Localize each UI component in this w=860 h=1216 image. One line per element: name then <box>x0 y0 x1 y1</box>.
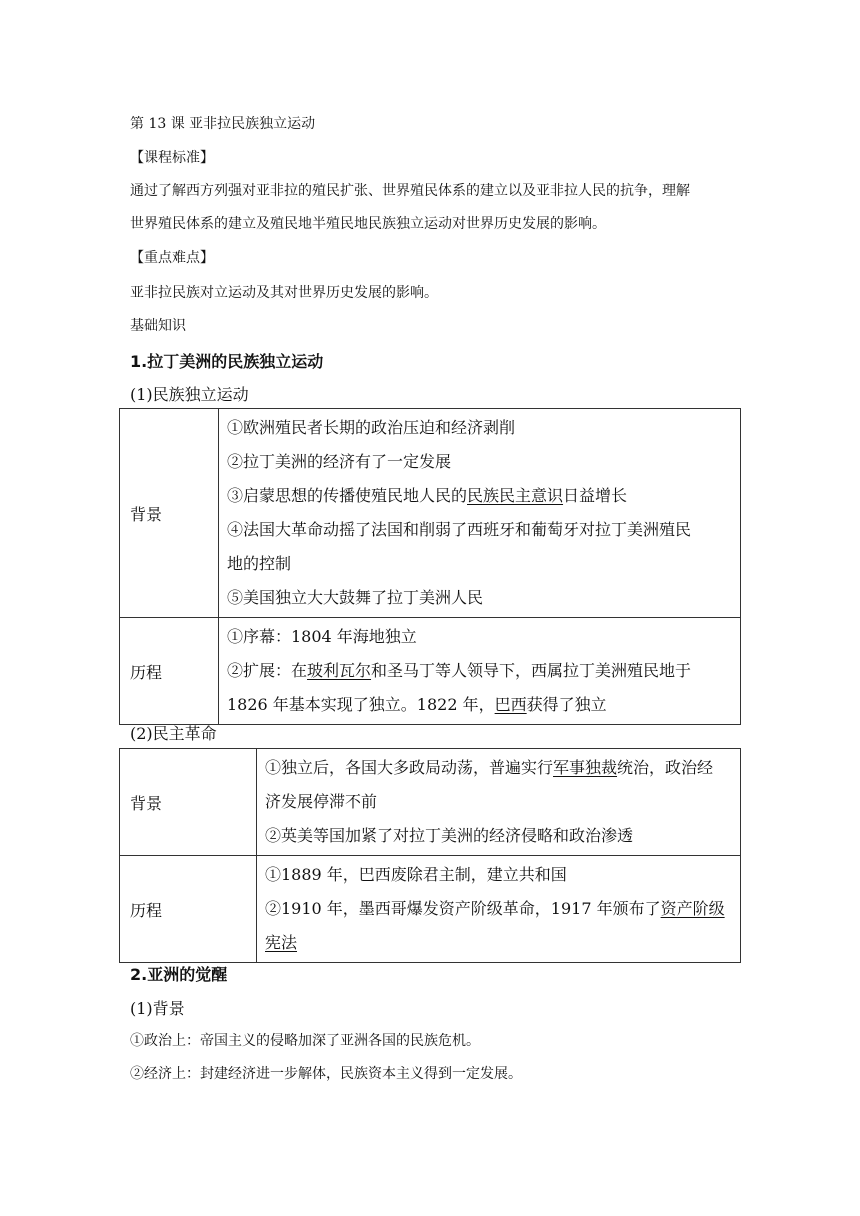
table1-process-item-2 <box>227 654 734 688</box>
table2-bg1-underlined: 军事独裁 <box>553 758 618 777</box>
keypoints-heading: 【重点难点】 <box>130 250 214 266</box>
curriculum-text-line-2: 世界殖民体系的建立及殖民地半殖民地民族独立运动对世界历史发展的影响。 <box>130 216 606 232</box>
table2-process-label: 历程 <box>120 856 257 963</box>
table1-pr3-post: 获得了独立 <box>526 695 607 714</box>
table2-bg1-post: 统治，政治经 <box>617 758 714 777</box>
table1-process-item-3 <box>227 688 734 722</box>
table1-pr3-underlined: 巴西 <box>494 695 527 714</box>
table1-bg-item-1: ①欧洲殖民者长期的政治压迫和经济剥削 <box>227 418 516 437</box>
table2-pr3-underlined: 宪法 <box>265 933 298 952</box>
independence-table <box>119 408 741 725</box>
section-2-title: 2.亚洲的觉醒 <box>130 965 228 984</box>
table2-pr2-pre: ②1910 年，墨西哥爆发资产阶级革命，1917 年颁布了 <box>265 899 661 918</box>
table1-bg-item-4a: ④法国大革命动摇了法国和削弱了西班牙和葡萄牙对拉丁美洲殖民 <box>227 520 692 539</box>
curriculum-text-line-1: 通过了解西方列强对亚非拉的殖民扩张、世界殖民体系的建立以及亚非拉人民的抗争，理解 <box>130 183 690 199</box>
table1-bg3-post: 日益增长 <box>563 486 628 505</box>
table2-process-item-3 <box>265 926 734 960</box>
curriculum-heading: 【课程标准】 <box>130 150 214 166</box>
keypoints-text: 亚非拉民族对立运动及其对世界历史发展的影响。 <box>130 285 438 301</box>
table1-pr2-pre: ②扩展：在 <box>227 661 308 680</box>
table1-background-content <box>219 409 741 618</box>
table1-process-content <box>219 618 741 725</box>
democratic-revolution-table <box>119 748 741 963</box>
table1-bg3-pre: ③启蒙思想的传播使殖民地人民的 <box>227 486 468 505</box>
background-political: ①政治上：帝国主义的侵略加深了亚洲各国的民族危机。 <box>130 1033 480 1049</box>
table1-bg-item-3 <box>227 479 734 513</box>
table2-process-content <box>257 856 741 963</box>
table2-background-content <box>257 749 741 856</box>
table2-pr2-underlined: 资产阶级 <box>660 899 725 918</box>
table1-bg-item-4b: 地的控制 <box>227 554 292 573</box>
table1-bg-item-2: ②拉丁美洲的经济有了一定发展 <box>227 452 452 471</box>
table1-bg-item-5: ⑤美国独立大大鼓舞了拉丁美洲人民 <box>227 588 484 607</box>
table2-bg-item-2: ②英美等国加紧了对拉丁美洲的经济侵略和政治渗透 <box>265 826 634 845</box>
lesson-title: 第 13 课 亚非拉民族独立运动 <box>130 116 316 132</box>
table2-bg-item-1b: 济发展停滞不前 <box>265 792 378 811</box>
table2-background-label: 背景 <box>120 749 257 856</box>
table1-bg3-underlined: 民族民主意识 <box>467 486 564 505</box>
table2-process-item-2 <box>265 892 734 926</box>
section-1-title: 1.拉丁美洲的民族独立运动 <box>130 352 324 371</box>
table2-bg1-pre: ①独立后，各国大多政局动荡，普遍实行 <box>265 758 554 777</box>
basic-knowledge-label: 基础知识 <box>130 318 186 334</box>
table1-pr3-pre: 1826 年基本实现了独立。1822 年， <box>227 695 495 714</box>
background-economic: ②经济上：封建经济进一步解体，民族资本主义得到一定发展。 <box>130 1066 522 1082</box>
subsection-2-title: (2)民主革命 <box>130 724 217 743</box>
subsection-1-title: (1)民族独立运动 <box>130 385 249 404</box>
subsection-3-title: (1)背景 <box>130 999 185 1018</box>
table2-process-item-1: ①1889 年，巴西废除君主制，建立共和国 <box>265 865 567 884</box>
table1-pr2-post: 和圣马丁等人领导下，西属拉丁美洲殖民地于 <box>371 661 692 680</box>
table1-background-label: 背景 <box>120 409 219 618</box>
table1-pr2-underlined: 玻利瓦尔 <box>307 661 372 680</box>
table1-process-item-1: ①序幕：1804 年海地独立 <box>227 627 417 646</box>
table2-bg-item-1 <box>265 751 734 785</box>
table1-process-label: 历程 <box>120 618 219 725</box>
